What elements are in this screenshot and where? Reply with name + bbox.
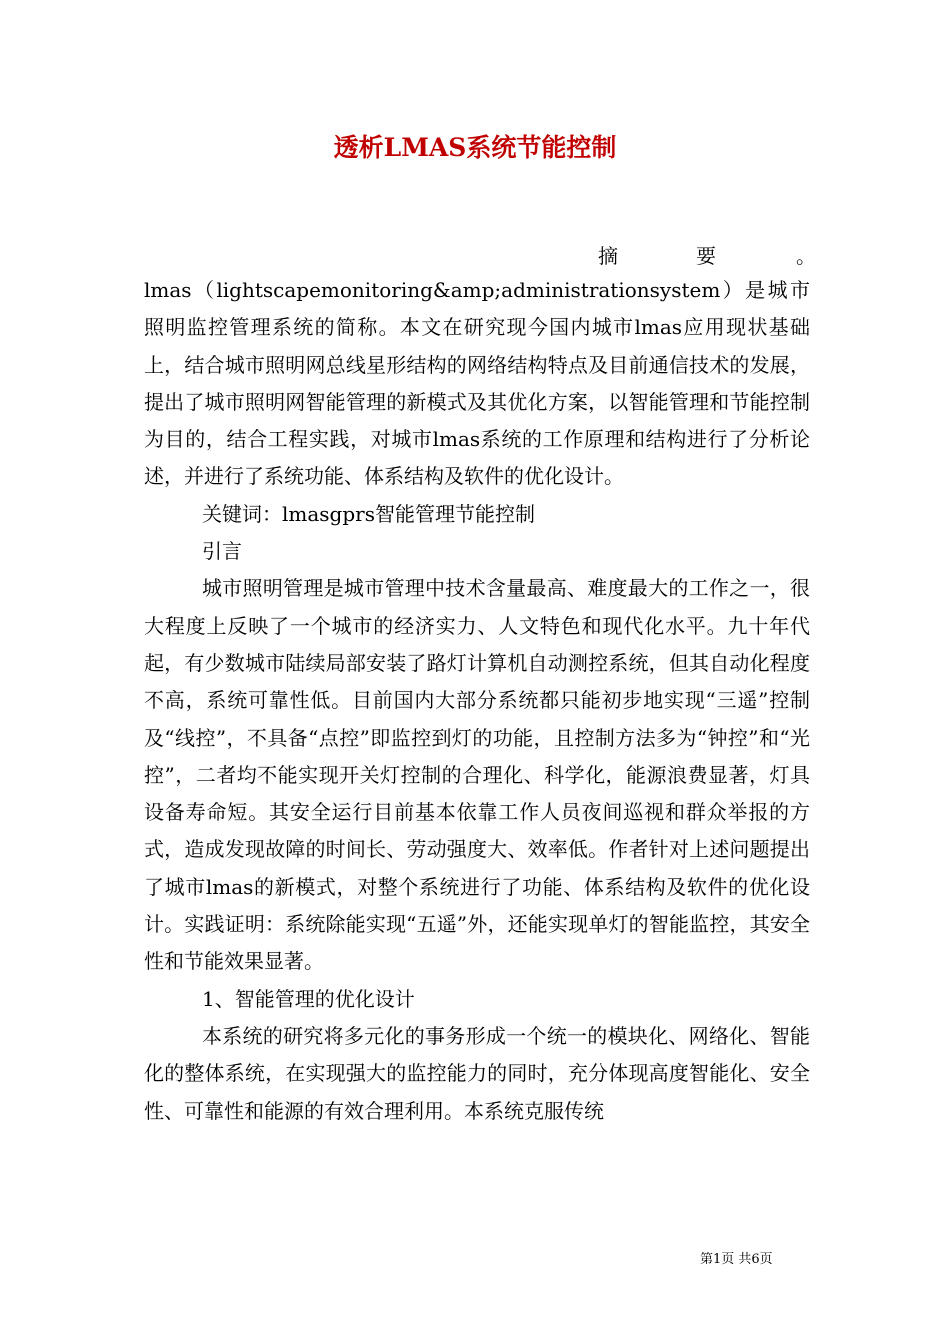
abstract-heading (598, 240, 816, 269)
document-body (144, 272, 810, 1130)
page-number-footer: 第1页 共6页 (700, 1252, 773, 1267)
section-heading-1: 1、智能管理的优化设计 (202, 986, 415, 1011)
document-title: 透析LMAS系统节能控制 (333, 133, 617, 162)
introduction-paragraph: 城市照明管理是城市管理中技术含量最高、难度最大的工作之一，很大程度上反映了一个城市的经济实力、人文特色和现代化水平。九十年代起，有少数城市陆续局部安装了路灯计算机自动测控系统，但其自动化程度不高，系统可靠性低。目前国内大部分系统都只能初步地实现“三遥”控制及“线控”，不具备“点控”即监控到灯的功能，且控制方法多为“钟控”和“光控”，二者均不能实现开关灯控制的合理化、科学化，能源浪费显著，灯具设备寿命短。其安全运行目前基本依靠工作人员夜间巡视和群众举报的方式，造成发现故障的时间长、劳动强度大、效率低。作者针对上述问题提出了城市lmas的新模式，对整个系统进行了功能、体系结构及软件的优化设计。实践证明：系统除能实现“五遥”外，还能实现单灯的智能监控，其安全性和节能效果显著。 (144, 576, 810, 974)
abstract-heading-char-1: 摘 (598, 244, 618, 268)
section-heading-introduction: 引言 (202, 539, 242, 564)
abstract-heading-period: 。 (796, 244, 816, 268)
abstract-paragraph: lmas（lightscapemonitoring&amp;administrationsystem）是城市照明监控管理系统的简称。本文在研究现今国内城市lmas应用现状基础上，结合城市照明网总线星形结构的网络结构特点及目前通信技术的发展，提出了城市照明网智能管理的新模式及其优化方案，以智能管理和节能控制为目的，结合工程实践，对城市lmas系统的工作原理和结构进行了分析论述，并进行了系统功能、体系结构及软件的优化设计。 (144, 278, 810, 489)
keywords-paragraph: 关键词：lmasgprs智能管理节能控制 (202, 501, 535, 526)
abstract-heading-char-2: 要 (696, 244, 716, 268)
section-1-paragraph: 本系统的研究将多元化的事务形成一个统一的模块化、网络化、智能化的整体系统，在实现强大的监控能力的同时，充分体现高度智能化、安全性、可靠性和能源的有效合理利用。本系统克服传统 (144, 1023, 810, 1123)
